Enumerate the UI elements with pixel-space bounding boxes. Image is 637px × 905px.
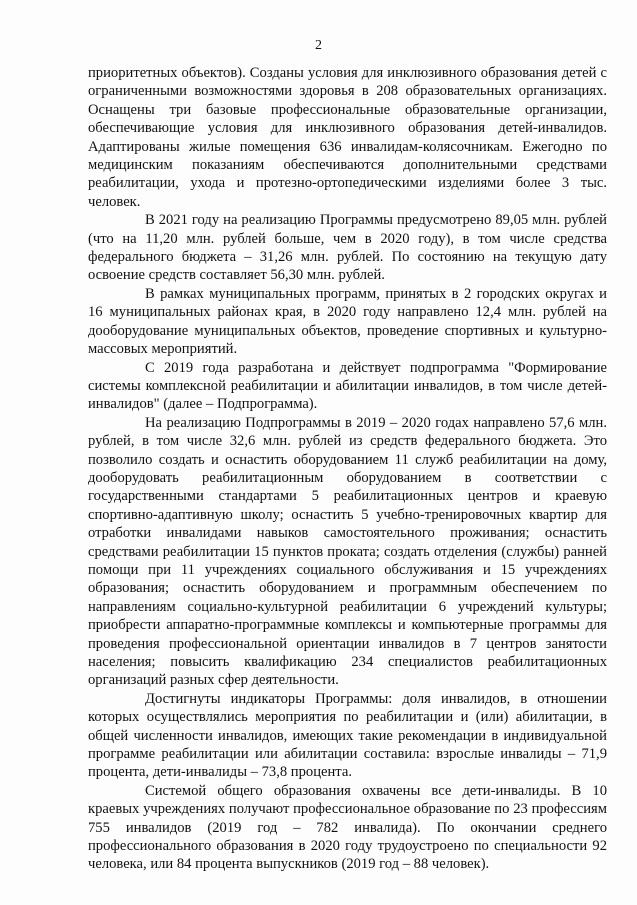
paragraph-education: Системой общего образования охвачены все дети-инвалиды. В 10 краевых учреждениях получают профессиональное образование по 23 профессиям 755 инвалидов (2019 год – 782 инвалида). По окончании среднего профессионального образования в 2020 году трудоустроено по специальности 92 человека, или 84 процента выпускников (2019 год – 88 человек). bbox=[88, 782, 607, 873]
paragraph-program-funding-2021: В 2021 году на реализацию Программы предусмотрено 89,05 млн. рублей (что на 11,20 млн. рублей больше, чем в 2020 году), в том числе средства федерального бюджета – 31,26 млн. рублей. По состоянию на текущую дату освоение средств составляет 56,30 млн. рублей. bbox=[88, 212, 607, 284]
paragraph-municipal-programs: В рамках муниципальных программ, принятых в 2 городских округах и 16 муниципальных районах края, в 2020 году направлено 12,4 млн. рублей на дооборудование муниципальных объектов, проведение спортивных и культурно-массовых мероприятий. bbox=[88, 285, 607, 358]
paragraph-subprogram-funding: На реализацию Подпрограммы в 2019 – 2020 годах направлено 57,6 млн. рублей, в том числе 32,6 млн. рублей из средств федерального бюджета. Это позволило создать и оснастить оборудованием 11 служб реабилитации на дому, дооборудовать реабилитационным оборудованием в соответствии с государственными стандартами 5 реабилитационных центров и краевую спортивно-адаптивную школу; оснастить 5 учебно-тренировочных квартир для отработки инвалидами навыков самостоятельного проживания; оснастить средствами реабилитации 15 пунктов проката; создать отделения (службы) ранней помощи при 11 учреждениях социального обслуживания и 15 учреждениях образования; оснастить оборудованием и программным обеспечением по направлениям социально-культурной реабилитации 6 учреждений культуры; приобрести аппаратно-программные комплексы и компьютерные программы для проведения профессиональной ориентации инвалидов в 7 центров занятости населения; повысить квалификацию 234 специалистов реабилитационных организаций разных сфер деятельности. bbox=[88, 414, 607, 689]
paragraph-subprogram-intro: С 2019 года разработана и действует подпрограмма "Формирование системы комплексной реабилитации и абилитации инвалидов, в том числе детей-инвалидов" (далее – Подпрограмма). bbox=[88, 359, 607, 413]
paragraph-continuation: приоритетных объектов). Созданы условия для инклюзивного образования детей с ограниченными возможностями здоровья в 208 образовательных организациях. Оснащены три базовые профессиональные образовательные организации, обеспечивающие условия для инклюзивного образования детей-инвалидов. Адаптированы жилые помещения 636 инвалидам-колясочникам. Ежегодно по медицинским показаниям обеспечиваются дополнительными средствами реабилитации, ухода и протезно-ортопедическими изделиями более 3 тыс. человек. bbox=[88, 65, 607, 210]
document-body bbox=[88, 64, 607, 874]
paragraph-program-indicators: Достигнуты индикаторы Программы: доля инвалидов, в отношении которых осуществлялись мероприятия по реабилитации и (или) абилитации, в общей численности инвалидов, имеющих такие рекомендации в индивидуальной программе реабилитации или абилитации составила: взрослые инвалиды – 71,9 процента, дети-инвалиды – 73,8 процента. bbox=[88, 690, 607, 781]
page-number: 2 bbox=[315, 38, 322, 53]
